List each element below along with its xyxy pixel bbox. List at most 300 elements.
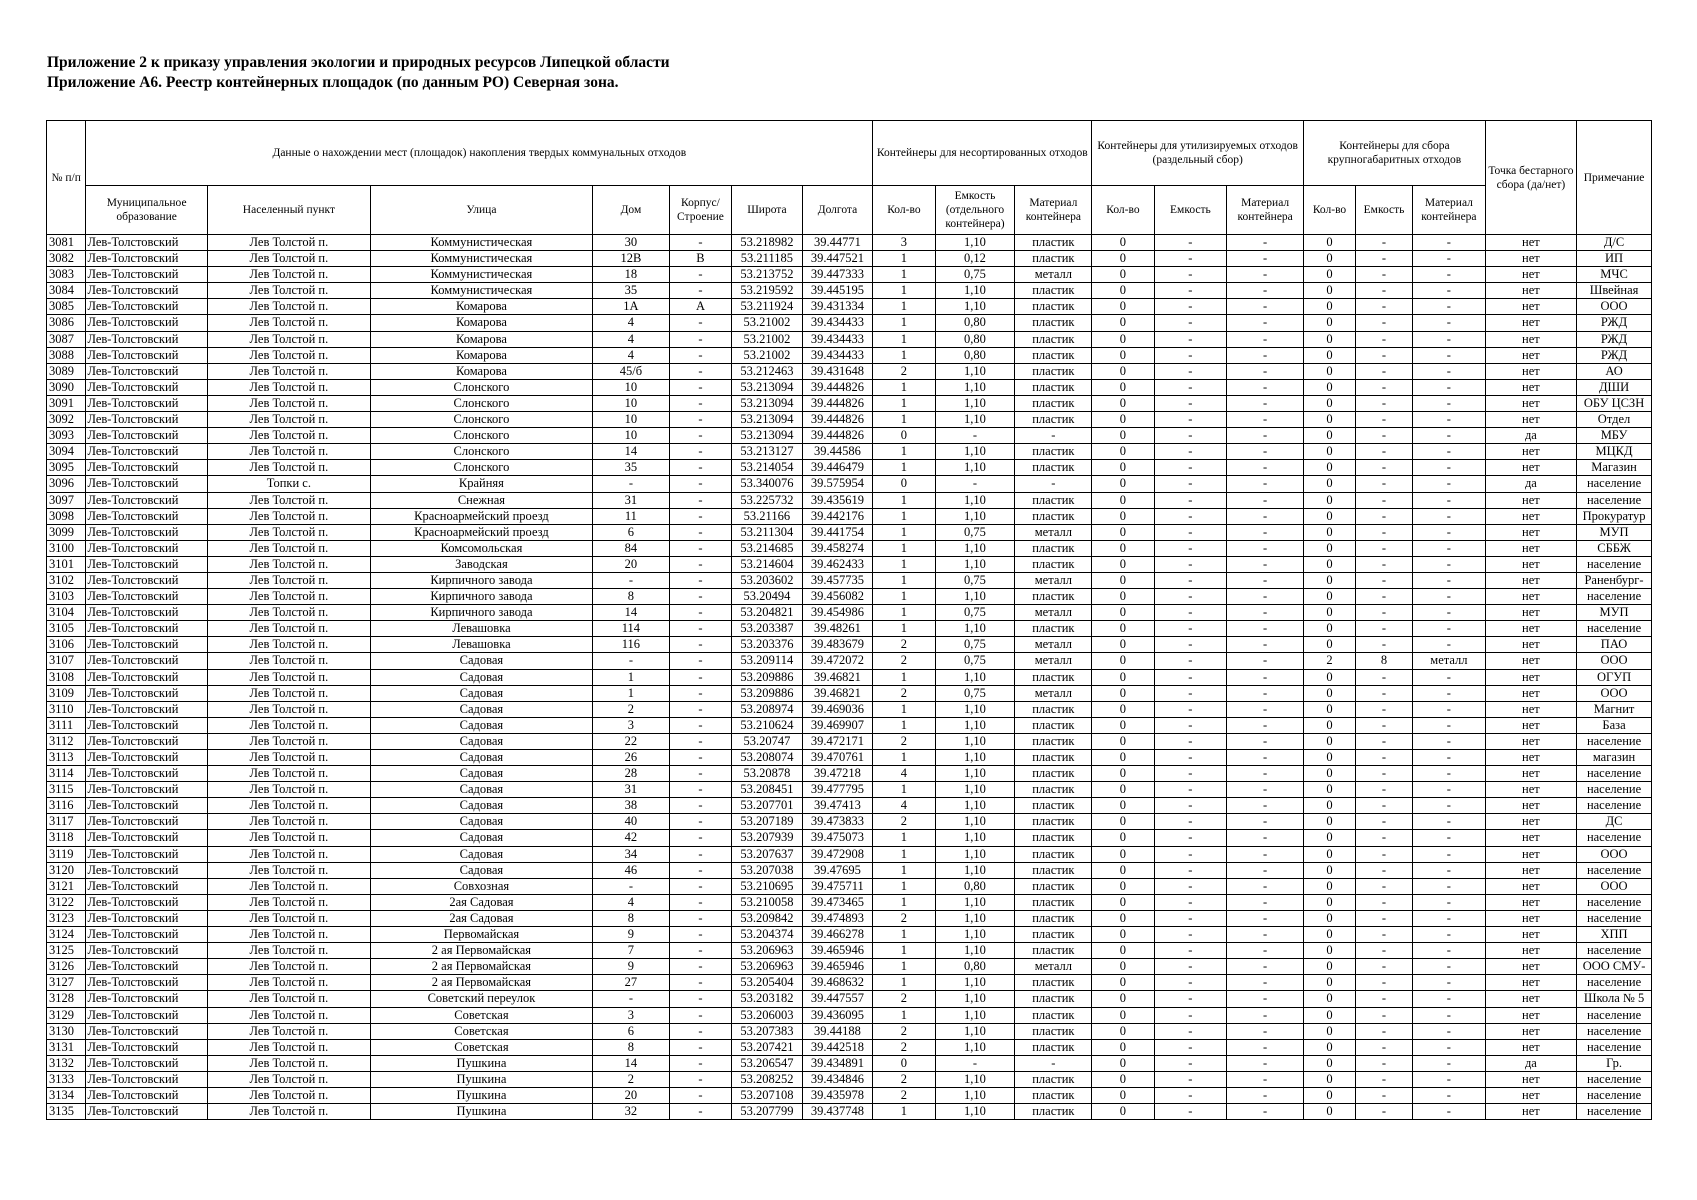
cell-bulky-material: - (1413, 1055, 1486, 1071)
cell-recycle-count: 0 (1092, 766, 1154, 782)
cell-bulky-material: - (1413, 444, 1486, 460)
cell-bulky-count: 0 (1304, 524, 1356, 540)
cell-bulky-material: - (1413, 508, 1486, 524)
cell-row-num: 3124 (47, 927, 86, 943)
cell-row-num: 3096 (47, 476, 86, 492)
cell-row-num: 3133 (47, 1071, 86, 1087)
cell-unsorted-count: 1 (873, 1007, 935, 1023)
document-title (47, 53, 670, 93)
cell-street: Садовая (370, 750, 592, 766)
cell-settlement: Лев Толстой п. (207, 750, 370, 766)
cell-bagless: да (1485, 428, 1576, 444)
col-header-recycle-material: Материал контейнера (1227, 186, 1304, 235)
group-header-location: Данные о нахождении мест (площадок) накопления твердых коммунальных отходов (86, 121, 873, 186)
cell-row-num: 3104 (47, 605, 86, 621)
cell-building: В (669, 251, 731, 267)
cell-note: население (1577, 1039, 1652, 1055)
cell-unsorted-count: 0 (873, 428, 935, 444)
cell-building: - (669, 605, 731, 621)
cell-recycle-count: 0 (1092, 299, 1154, 315)
cell-street: Слонского (370, 412, 592, 428)
cell-street: Слонского (370, 428, 592, 444)
cell-street: Садовая (370, 798, 592, 814)
cell-unsorted-count: 4 (873, 766, 935, 782)
cell-recycle-count: 0 (1092, 862, 1154, 878)
cell-lat: 53.212463 (732, 363, 803, 379)
cell-settlement: Лев Толстой п. (207, 1104, 370, 1120)
cell-street: Левашовка (370, 621, 592, 637)
cell-note: МБУ (1577, 428, 1652, 444)
cell-building: - (669, 685, 731, 701)
cell-lat: 53.211185 (732, 251, 803, 267)
cell-unsorted-capacity: 1,10 (935, 235, 1015, 251)
cell-bagless: нет (1485, 267, 1576, 283)
cell-house: 35 (593, 283, 670, 299)
cell-note: РЖД (1577, 331, 1652, 347)
cell-unsorted-capacity: 0,75 (935, 637, 1015, 653)
cell-unsorted-material: пластик (1015, 1039, 1092, 1055)
cell-lon: 39.454986 (802, 605, 873, 621)
table-row (47, 975, 1652, 991)
cell-bagless: нет (1485, 605, 1576, 621)
cell-settlement: Лев Толстой п. (207, 830, 370, 846)
cell-recycle-capacity: - (1154, 1087, 1227, 1103)
cell-bulky-count: 0 (1304, 508, 1356, 524)
cell-settlement: Лев Толстой п. (207, 733, 370, 749)
cell-bagless: нет (1485, 621, 1576, 637)
cell-note: ИП (1577, 251, 1652, 267)
cell-recycle-material: - (1227, 669, 1304, 685)
cell-settlement: Лев Толстой п. (207, 299, 370, 315)
cell-unsorted-count: 1 (873, 540, 935, 556)
cell-unsorted-count: 1 (873, 927, 935, 943)
table-row (47, 299, 1652, 315)
cell-recycle-count: 0 (1092, 460, 1154, 476)
cell-unsorted-material: пластик (1015, 379, 1092, 395)
table-row (47, 460, 1652, 476)
cell-lon: 39.435619 (802, 492, 873, 508)
cell-bulky-count: 0 (1304, 1087, 1356, 1103)
cell-bulky-capacity: - (1355, 524, 1412, 540)
cell-municipality: Лев-Толстовский (86, 685, 207, 701)
cell-recycle-count: 0 (1092, 283, 1154, 299)
cell-lat: 53.211304 (732, 524, 803, 540)
cell-recycle-capacity: - (1154, 379, 1227, 395)
cell-unsorted-count: 1 (873, 508, 935, 524)
cell-row-num: 3127 (47, 975, 86, 991)
cell-unsorted-material: пластик (1015, 717, 1092, 733)
cell-street: Советская (370, 1007, 592, 1023)
cell-lat: 53.225732 (732, 492, 803, 508)
cell-recycle-material: - (1227, 315, 1304, 331)
table-row (47, 395, 1652, 411)
cell-row-num: 3082 (47, 251, 86, 267)
cell-note: Раненбург- (1577, 572, 1652, 588)
cell-recycle-count: 0 (1092, 685, 1154, 701)
container-sites-registry-table (46, 120, 1652, 1120)
cell-municipality: Лев-Толстовский (86, 1023, 207, 1039)
cell-bulky-material: - (1413, 1104, 1486, 1120)
cell-unsorted-count: 4 (873, 798, 935, 814)
cell-unsorted-capacity: 1,10 (935, 830, 1015, 846)
group-header-bulky: Контейнеры для сбора крупногабаритных отходов (1304, 121, 1486, 186)
cell-lon: 39.468632 (802, 975, 873, 991)
cell-recycle-capacity: - (1154, 524, 1227, 540)
cell-house: 1А (593, 299, 670, 315)
cell-bagless: нет (1485, 1039, 1576, 1055)
cell-lat: 53.20878 (732, 766, 803, 782)
cell-bulky-capacity: - (1355, 1071, 1412, 1087)
cell-lon: 39.473833 (802, 814, 873, 830)
cell-lat: 53.218982 (732, 235, 803, 251)
cell-recycle-count: 0 (1092, 1071, 1154, 1087)
cell-recycle-count: 0 (1092, 621, 1154, 637)
cell-recycle-count: 0 (1092, 540, 1154, 556)
cell-row-num: 3117 (47, 814, 86, 830)
cell-unsorted-count: 2 (873, 685, 935, 701)
cell-street: 2ая Садовая (370, 910, 592, 926)
cell-recycle-capacity: - (1154, 701, 1227, 717)
cell-recycle-material: - (1227, 830, 1304, 846)
cell-bulky-capacity: - (1355, 814, 1412, 830)
cell-recycle-capacity: - (1154, 299, 1227, 315)
cell-bagless: нет (1485, 412, 1576, 428)
table-row (47, 862, 1652, 878)
cell-bagless: нет (1485, 766, 1576, 782)
cell-recycle-count: 0 (1092, 991, 1154, 1007)
cell-unsorted-count: 1 (873, 894, 935, 910)
cell-unsorted-capacity: 1,10 (935, 1023, 1015, 1039)
cell-recycle-count: 0 (1092, 669, 1154, 685)
cell-street: Советский переулок (370, 991, 592, 1007)
cell-unsorted-material: пластик (1015, 991, 1092, 1007)
cell-house: 8 (593, 1039, 670, 1055)
cell-recycle-capacity: - (1154, 621, 1227, 637)
cell-building: - (669, 846, 731, 862)
cell-bulky-material: - (1413, 363, 1486, 379)
cell-note: население (1577, 1071, 1652, 1087)
cell-settlement: Лев Толстой п. (207, 283, 370, 299)
cell-recycle-capacity: - (1154, 878, 1227, 894)
cell-house: - (593, 878, 670, 894)
cell-house: - (593, 476, 670, 492)
cell-municipality: Лев-Толстовский (86, 235, 207, 251)
table-row (47, 251, 1652, 267)
cell-bulky-material: - (1413, 830, 1486, 846)
cell-lat: 53.21166 (732, 508, 803, 524)
cell-municipality: Лев-Толстовский (86, 733, 207, 749)
cell-bulky-capacity: - (1355, 959, 1412, 975)
cell-bulky-material: - (1413, 782, 1486, 798)
cell-lon: 39.436095 (802, 1007, 873, 1023)
cell-unsorted-material: пластик (1015, 331, 1092, 347)
cell-bulky-count: 0 (1304, 251, 1356, 267)
cell-building: - (669, 798, 731, 814)
cell-bagless: нет (1485, 508, 1576, 524)
cell-unsorted-count: 1 (873, 621, 935, 637)
cell-municipality: Лев-Толстовский (86, 379, 207, 395)
cell-building: - (669, 1039, 731, 1055)
cell-note: население (1577, 910, 1652, 926)
cell-recycle-count: 0 (1092, 894, 1154, 910)
cell-building: - (669, 524, 731, 540)
cell-bagless: нет (1485, 717, 1576, 733)
cell-recycle-capacity: - (1154, 910, 1227, 926)
cell-note: население (1577, 556, 1652, 572)
cell-recycle-count: 0 (1092, 1007, 1154, 1023)
cell-unsorted-capacity: 1,10 (935, 556, 1015, 572)
cell-bulky-count: 0 (1304, 460, 1356, 476)
cell-unsorted-material: пластик (1015, 556, 1092, 572)
cell-row-num: 3114 (47, 766, 86, 782)
cell-municipality: Лев-Толстовский (86, 814, 207, 830)
cell-unsorted-capacity: 1,10 (935, 395, 1015, 411)
cell-street: Левашовка (370, 637, 592, 653)
cell-unsorted-material: пластик (1015, 862, 1092, 878)
cell-unsorted-capacity: 1,10 (935, 1071, 1015, 1087)
cell-unsorted-count: 1 (873, 701, 935, 717)
cell-bulky-count: 0 (1304, 669, 1356, 685)
cell-house: 7 (593, 943, 670, 959)
cell-unsorted-count: 1 (873, 750, 935, 766)
cell-bulky-material: - (1413, 846, 1486, 862)
cell-unsorted-count: 1 (873, 556, 935, 572)
cell-recycle-capacity: - (1154, 991, 1227, 1007)
cell-unsorted-capacity: 1,10 (935, 750, 1015, 766)
cell-building: - (669, 379, 731, 395)
table-row (47, 669, 1652, 685)
cell-bulky-capacity: - (1355, 556, 1412, 572)
cell-lat: 53.207701 (732, 798, 803, 814)
cell-bagless: нет (1485, 1071, 1576, 1087)
cell-building: - (669, 878, 731, 894)
cell-bulky-material: - (1413, 798, 1486, 814)
cell-street: Коммунистическая (370, 235, 592, 251)
table-row (47, 653, 1652, 669)
cell-bulky-count: 0 (1304, 862, 1356, 878)
cell-bagless: нет (1485, 910, 1576, 926)
cell-municipality: Лев-Толстовский (86, 701, 207, 717)
table-row (47, 910, 1652, 926)
cell-bulky-count: 0 (1304, 927, 1356, 943)
cell-bagless: нет (1485, 589, 1576, 605)
cell-note: Швейная (1577, 283, 1652, 299)
table-row (47, 379, 1652, 395)
cell-unsorted-capacity: 1,10 (935, 669, 1015, 685)
cell-unsorted-material: пластик (1015, 589, 1092, 605)
col-header-recycle-count: Кол-во (1092, 186, 1154, 235)
cell-note: ПАО (1577, 637, 1652, 653)
cell-bulky-capacity: - (1355, 846, 1412, 862)
table-row (47, 1071, 1652, 1087)
cell-lat: 53.20747 (732, 733, 803, 749)
cell-row-num: 3120 (47, 862, 86, 878)
cell-municipality: Лев-Толстовский (86, 621, 207, 637)
cell-row-num: 3119 (47, 846, 86, 862)
cell-unsorted-material: пластик (1015, 1023, 1092, 1039)
cell-municipality: Лев-Толстовский (86, 862, 207, 878)
cell-row-num: 3103 (47, 589, 86, 605)
cell-unsorted-count: 1 (873, 1104, 935, 1120)
cell-bulky-capacity: - (1355, 540, 1412, 556)
cell-municipality: Лев-Толстовский (86, 1071, 207, 1087)
cell-unsorted-material: пластик (1015, 251, 1092, 267)
cell-recycle-material: - (1227, 782, 1304, 798)
cell-unsorted-material: пластик (1015, 701, 1092, 717)
cell-street: Комарова (370, 347, 592, 363)
cell-recycle-material: - (1227, 1007, 1304, 1023)
cell-bulky-count: 0 (1304, 363, 1356, 379)
cell-note: население (1577, 766, 1652, 782)
cell-recycle-capacity: - (1154, 605, 1227, 621)
cell-municipality: Лев-Толстовский (86, 476, 207, 492)
cell-note: население (1577, 621, 1652, 637)
cell-lat: 53.207383 (732, 1023, 803, 1039)
table-row (47, 1023, 1652, 1039)
cell-row-num: 3108 (47, 669, 86, 685)
cell-street: Комарова (370, 331, 592, 347)
cell-recycle-capacity: - (1154, 267, 1227, 283)
cell-bulky-material: - (1413, 975, 1486, 991)
cell-recycle-material: - (1227, 492, 1304, 508)
cell-bulky-capacity: - (1355, 717, 1412, 733)
cell-unsorted-count: 0 (873, 1055, 935, 1071)
cell-unsorted-material: пластик (1015, 830, 1092, 846)
cell-unsorted-count: 1 (873, 315, 935, 331)
cell-unsorted-count: 1 (873, 862, 935, 878)
cell-lat: 53.213127 (732, 444, 803, 460)
cell-lon: 39.48261 (802, 621, 873, 637)
cell-unsorted-count: 2 (873, 1023, 935, 1039)
cell-settlement: Лев Толстой п. (207, 782, 370, 798)
group-header-recycle: Контейнеры для утилизируемых отходов (раздельный сбор) (1092, 121, 1304, 186)
cell-municipality: Лев-Толстовский (86, 589, 207, 605)
cell-settlement: Лев Толстой п. (207, 444, 370, 460)
cell-bagless: нет (1485, 862, 1576, 878)
cell-house: 6 (593, 1023, 670, 1039)
cell-bulky-capacity: - (1355, 347, 1412, 363)
cell-unsorted-capacity: 0,12 (935, 251, 1015, 267)
cell-recycle-capacity: - (1154, 927, 1227, 943)
cell-municipality: Лев-Толстовский (86, 267, 207, 283)
cell-building: - (669, 975, 731, 991)
cell-unsorted-capacity: 1,10 (935, 299, 1015, 315)
cell-bulky-material: - (1413, 283, 1486, 299)
cell-bagless: нет (1485, 379, 1576, 395)
registry-body (47, 235, 1652, 1120)
cell-settlement: Лев Толстой п. (207, 862, 370, 878)
cell-unsorted-material: пластик (1015, 798, 1092, 814)
cell-lat: 53.213752 (732, 267, 803, 283)
cell-bagless: нет (1485, 315, 1576, 331)
cell-recycle-material: - (1227, 363, 1304, 379)
cell-settlement: Лев Толстой п. (207, 943, 370, 959)
cell-bulky-capacity: - (1355, 412, 1412, 428)
cell-lon: 39.446479 (802, 460, 873, 476)
cell-unsorted-material: пластик (1015, 1087, 1092, 1103)
cell-recycle-count: 0 (1092, 235, 1154, 251)
cell-recycle-material: - (1227, 1087, 1304, 1103)
cell-unsorted-capacity: 1,10 (935, 460, 1015, 476)
cell-unsorted-count: 2 (873, 910, 935, 926)
cell-note: ООО СМУ- (1577, 959, 1652, 975)
cell-note: население (1577, 1023, 1652, 1039)
cell-lon: 39.466278 (802, 927, 873, 943)
cell-municipality: Лев-Толстовский (86, 653, 207, 669)
table-row (47, 814, 1652, 830)
cell-house: 31 (593, 492, 670, 508)
cell-bulky-capacity: - (1355, 492, 1412, 508)
cell-lat: 53.203376 (732, 637, 803, 653)
cell-note: население (1577, 1087, 1652, 1103)
cell-unsorted-material: пластик (1015, 460, 1092, 476)
cell-lon: 39.447521 (802, 251, 873, 267)
cell-unsorted-capacity: 1,10 (935, 862, 1015, 878)
cell-lat: 53.206003 (732, 1007, 803, 1023)
cell-recycle-capacity: - (1154, 1055, 1227, 1071)
cell-settlement: Лев Толстой п. (207, 492, 370, 508)
cell-bagless: нет (1485, 959, 1576, 975)
cell-bagless: нет (1485, 572, 1576, 588)
cell-unsorted-material: металл (1015, 685, 1092, 701)
cell-note: ООО (1577, 299, 1652, 315)
cell-row-num: 3083 (47, 267, 86, 283)
cell-bulky-capacity: - (1355, 1007, 1412, 1023)
cell-unsorted-capacity: 1,10 (935, 733, 1015, 749)
cell-recycle-capacity: - (1154, 1039, 1227, 1055)
cell-lon: 39.473465 (802, 894, 873, 910)
cell-recycle-capacity: - (1154, 444, 1227, 460)
cell-row-num: 3101 (47, 556, 86, 572)
cell-bulky-count: 0 (1304, 766, 1356, 782)
cell-unsorted-material: пластик (1015, 299, 1092, 315)
cell-bulky-count: 0 (1304, 492, 1356, 508)
cell-settlement: Лев Толстой п. (207, 991, 370, 1007)
cell-municipality: Лев-Толстовский (86, 846, 207, 862)
cell-unsorted-capacity: 0,75 (935, 685, 1015, 701)
cell-building: - (669, 814, 731, 830)
cell-row-num: 3105 (47, 621, 86, 637)
cell-unsorted-material: - (1015, 476, 1092, 492)
cell-bagless: нет (1485, 1087, 1576, 1103)
cell-unsorted-count: 2 (873, 1039, 935, 1055)
cell-recycle-material: - (1227, 846, 1304, 862)
cell-row-num: 3107 (47, 653, 86, 669)
cell-unsorted-count: 2 (873, 363, 935, 379)
cell-house: 14 (593, 444, 670, 460)
cell-note: МУП (1577, 605, 1652, 621)
cell-recycle-material: - (1227, 959, 1304, 975)
table-row (47, 701, 1652, 717)
cell-street: Крайняя (370, 476, 592, 492)
cell-lat: 53.204374 (732, 927, 803, 943)
cell-recycle-count: 0 (1092, 653, 1154, 669)
cell-note: Школа № 5 (1577, 991, 1652, 1007)
cell-settlement: Лев Толстой п. (207, 894, 370, 910)
cell-unsorted-material: пластик (1015, 894, 1092, 910)
table-row (47, 267, 1652, 283)
cell-unsorted-count: 1 (873, 782, 935, 798)
cell-municipality: Лев-Толстовский (86, 524, 207, 540)
cell-recycle-count: 0 (1092, 492, 1154, 508)
cell-building: - (669, 412, 731, 428)
cell-lat: 53.207939 (732, 830, 803, 846)
cell-house: 8 (593, 589, 670, 605)
cell-bulky-count: 0 (1304, 943, 1356, 959)
cell-recycle-count: 0 (1092, 814, 1154, 830)
cell-recycle-capacity: - (1154, 637, 1227, 653)
cell-recycle-material: - (1227, 814, 1304, 830)
